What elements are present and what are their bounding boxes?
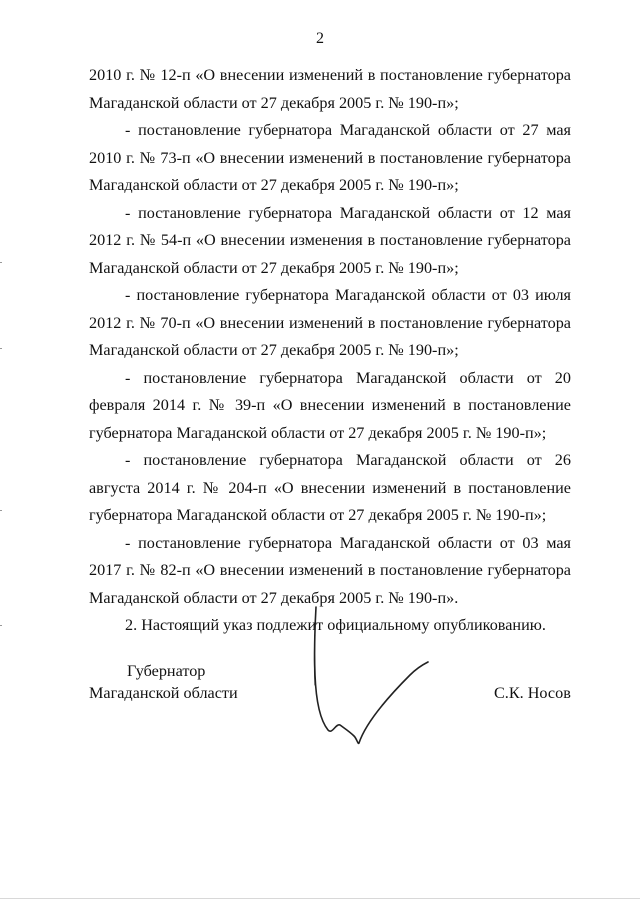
signatory-name: С.К. Носов [494, 684, 571, 702]
paragraph: - постановление губернатора Магаданской области от 03 июля 2012 г. № 70-п «О внесении изменений в постановление губернатора Магаданской области от 27 декабря 2005 г. № 190-п»; [89, 286, 571, 359]
scan-edge-mark [0, 510, 2, 511]
paragraph: - постановление губернатора Магаданской области от 26 августа 2014 г. № 204-п «О внесении изменений в постановление губернатора Магаданской области от 27 декабря 2005 г. № 190-п»; [89, 451, 571, 524]
scan-edge-mark [0, 625, 2, 626]
paragraph: - постановление губернатора Магаданской области от 03 мая 2017 г. № 82-п «О внесении изменений в постановление губернатора Магаданской области от 27 декабря 2005 г. № 190-п». [89, 533, 571, 607]
signatory-title-line1: Губернатор [127, 662, 206, 680]
paragraph: - постановление губернатора Магаданской области от 27 мая 2010 г. № 73-п «О внесении изменений в постановление губернатора Магаданской области от 27 декабря 2005 г. № 190-п»; [89, 121, 571, 194]
paragraph: - постановление губернатора Магаданской области от 12 мая 2012 г. № 54-п «О внесении изменения в постановление губернатора Магаданской области от 27 декабря 2005 г. № 190-п»; [89, 203, 571, 277]
scan-edge-mark [0, 348, 2, 349]
document-body [89, 62, 571, 640]
page-number: 2 [316, 30, 324, 47]
signatory-title [89, 660, 289, 704]
scan-bottom-edge [0, 898, 640, 899]
publication-clause: 2. Настоящий указ подлежит официальному опубликованию. [125, 616, 546, 634]
scan-edge-mark [0, 262, 2, 263]
paragraph: - постановление губернатора Магаданской области от 20 февраля 2014 г. № 39-п «О внесении изменений в постановление губернатора Магаданской области от 27 декабря 2005 г. № 190-п»; [89, 368, 571, 442]
paragraph: 2010 г. № 12-п «О внесении изменений в постановление губернатора Магаданской области от 27 декабря 2005 г. № 190-п»; [89, 66, 571, 112]
handwritten-signature [300, 605, 460, 755]
signatory-title-line2: Магаданской области [89, 684, 238, 702]
